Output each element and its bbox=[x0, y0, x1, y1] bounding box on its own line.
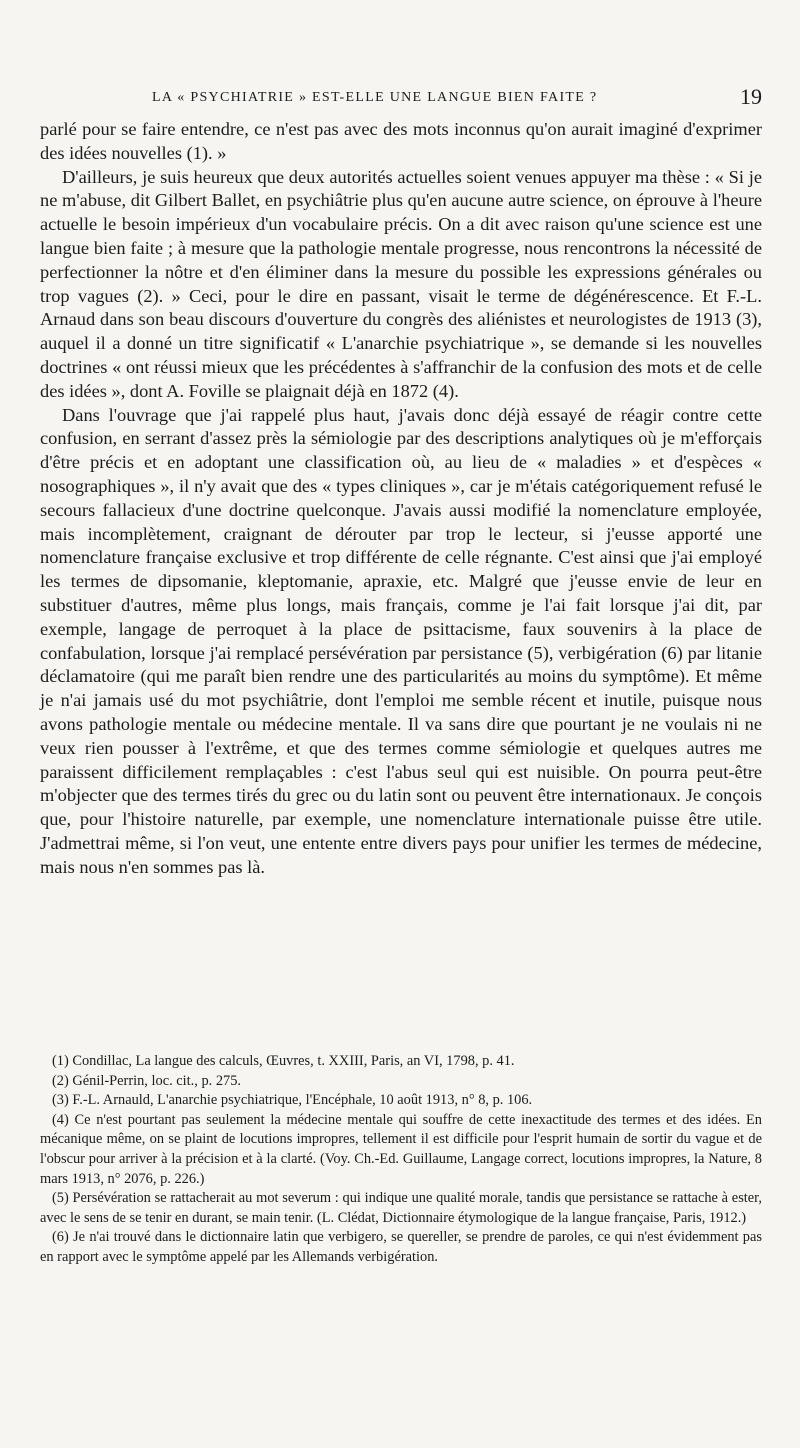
footnote: (1) Condillac, La langue des calculs, Œuvres, t. XXIII, Paris, an VI, 1798, p. 41. bbox=[52, 1053, 515, 1069]
running-head bbox=[40, 84, 762, 110]
body-text bbox=[40, 118, 762, 880]
footnote: (5) Persévération se rattacherait au mot severum : qui indique une qualité morale, tandis que persistance se rattache à ester, avec le sens de se tenir en durant, se main tenir. (L. Clédat, Dictionnaire étymologique de la langue française, Paris, 1912.) bbox=[40, 1190, 762, 1226]
page-number: 19 bbox=[740, 84, 762, 109]
footnote: (2) Génil-Perrin, loc. cit., p. 275. bbox=[52, 1072, 242, 1089]
paragraph: parlé pour se faire entendre, ce n'est pas avec des mots inconnus qu'on aurait imaginé d'exprimer des idées nouvelles (1). » bbox=[40, 119, 762, 163]
footnote: (3) F.-L. Arnauld, L'anarchie psychiatrique, l'Encéphale, 10 août 1913, n° 8, p. 106. bbox=[52, 1092, 533, 1109]
paragraph: Dans l'ouvrage que j'ai rappelé plus haut, j'avais donc déjà essayé de réagir contre cette confusion, en serrant d'assez près la sémiologie par des descriptions analytiques où je m'efforçais d'être précis et en adoptant une classification où, au lieu de « maladies » et d'espèces « nosographiques », il n'y avait que des « types cliniques », car je m'étais catégoriquement refusé le secours fallacieux d'une doctrine quelconque. J'avais aussi modifié la nomenclature employée, mais incomplètement, craignant de dérouter par trop le lecteur, si j'eusse apporté une nomenclature française exclusive et trop différente de celle régnante. C'est ainsi que j'ai employé les termes de dipsomanie, kleptomanie, apraxie, etc. Malgré que j'eusse envie de leur en substituer d'autres, même plus longs, mais français, comme je l'ai fait lorsque j'ai dit, par exemple, langage de perroquet à la place de psittacisme, faux souvenirs à la place de confabulation, lorsque j'ai remplacé persévération par persistance (5), verbigération (6) par litanie déclamatoire (qui me paraît bien rendre une des particularités au moins du symptôme). Et même je n'ai jamais usé du mot psychiâtrie, dont l'emploi me semble récent et inutile, puisque nous avons pathologie mentale ou médecine mentale. Il va sans dire que pourtant je ne voulais ni ne veux rien pousser à l'extrême, et que des termes comme sémiologie et quelques autres me paraissent difficilement remplaçables : c'est l'abus seul qui est nuisible. On pourra peut-être m'objecter que des termes tirés du grec ou du latin sont ou peuvent être internationaux. Je conçois que, pour l'histoire naturelle, par exemple, une nomenclature internationale puisse être utile. J'admettrai même, si l'on veut, une entente entre divers pays pour unifier les termes de médecine, mais nous n'en sommes pas là. bbox=[40, 404, 762, 877]
footnote: (6) Je n'ai trouvé dans le dictionnaire latin que verbigero, se quereller, se prendre de paroles, ce qui n'est évidemment pas en rapport avec le symptôme appelé par les Allemands verbigération. bbox=[40, 1229, 762, 1265]
footnotes bbox=[40, 1052, 762, 1268]
running-title: LA « PSYCHIATRIE » EST-ELLE UNE LANGUE BIEN FAITE ? bbox=[152, 90, 598, 105]
paragraph: D'ailleurs, je suis heureux que deux autorités actuelles soient venues appuyer ma thèse : « Si je ne m'abuse, dit Gilbert Ballet, en psychiâtrie plus qu'en aucune autre science, on éprouve à l'heure actuelle le besoin impérieux d'un vocabulaire précis. On a dit avec raison qu'une science est une langue bien faite ; à mesure que la pathologie mentale progresse, nous rencontrons la nécessité de perfectionner la nôtre et d'en éliminer dans la mesure du possible les expressions générales ou trop vagues (2). » Ceci, pour le dire en passant, visait le terme de dégénérescence. Et F.-L. Arnaud dans son beau discours d'ouverture du congrès des aliénistes et neurologistes de 1913 (3), auquel il a donné un titre significatif « L'anarchie psychiatrique », se demande si les nouvelles doctrines « ont réussi mieux que les précédentes à s'affranchir de la confusion des mots et de celle des idées », dont A. Foville se plaignait déjà en 1872 (4). bbox=[40, 166, 762, 401]
footnote: (4) Ce n'est pourtant pas seulement la médecine mentale qui souffre de cette inexactitude des termes et des idées. En mécanique même, on se plaint de locutions impropres, tellement il est difficile pour l'esprit humain de sortir du vague et de l'obscur pour arriver à la précision et à la clarté. (Voy. Ch.-Ed. Guillaume, Langage correct, locutions impropres, la Nature, 8 mars 1913, n° 2076, p. 226.) bbox=[40, 1111, 762, 1187]
